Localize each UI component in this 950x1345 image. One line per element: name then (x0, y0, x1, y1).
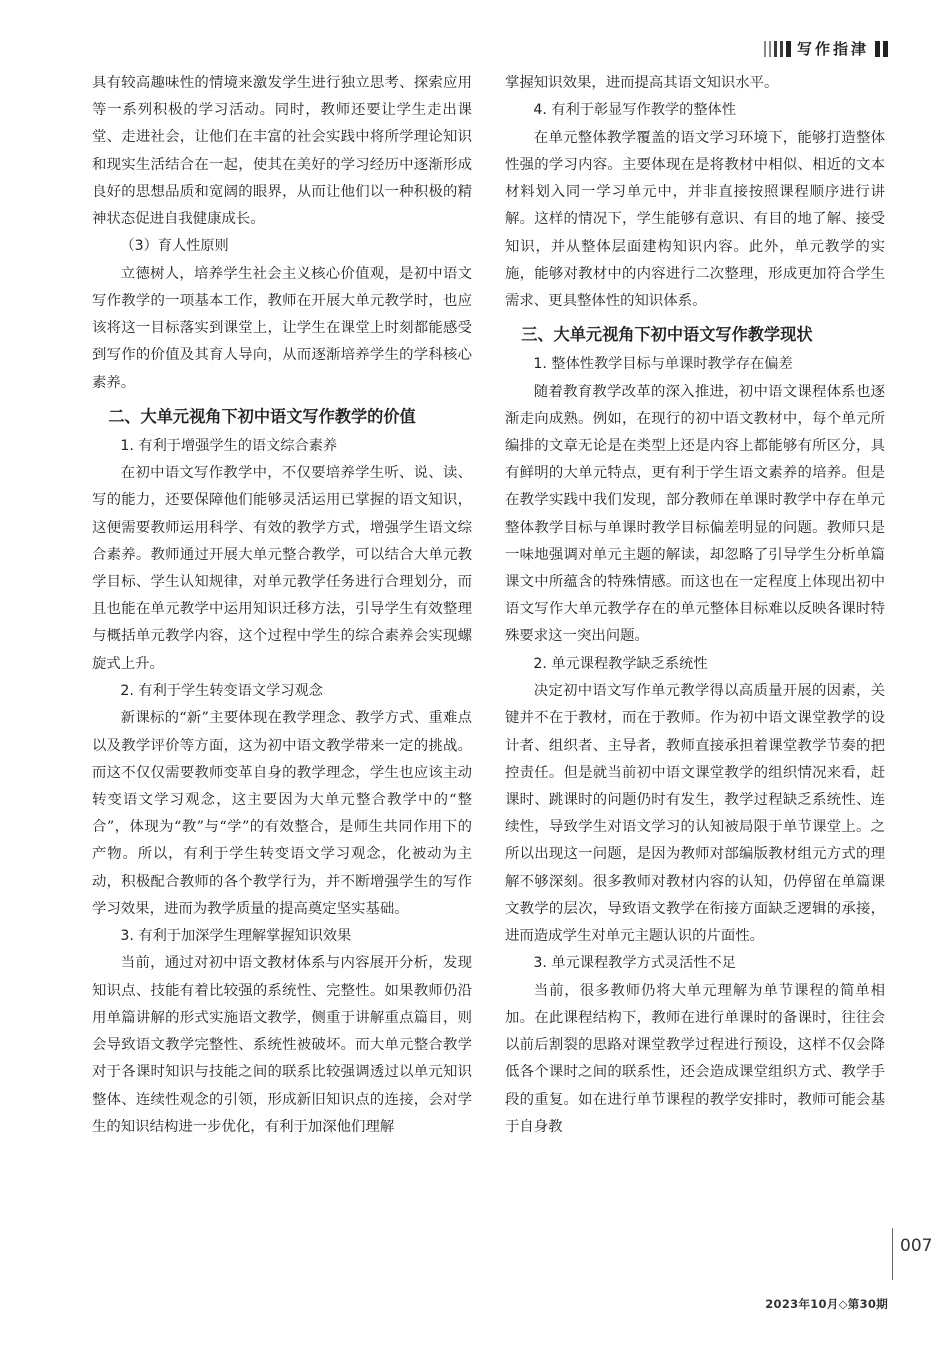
paragraph: 随着教育教学改革的深入推进，初中语文课程体系也逐渐走向成熟。例如，在现行的初中语文教材中，每个单元所编排的文章无论是在类型上还是内容上都能够有所区分，具有鲜明的大单元特点，更有利于学生语文素养的培养。但是在教学实践中我们发现，部分教师在单课时教学中存在单元整体教学目标与单课时教学目标偏差明显的问题。教师只是一味地强调对单元主题的解读，却忽略了引导学生分析单篇课文中所蕴含的特殊情感。而这也在一定程度上体现出初中语文写作大单元教学存在的单元整体目标难以反映各课时特殊要求这一突出问题。 (505, 383, 885, 645)
subheading: 2. 单元课程教学缺乏系统性 (533, 655, 708, 672)
subheading: 2. 有利于学生转变语文学习观念 (120, 682, 323, 699)
paragraph: 决定初中语文写作单元教学得以高质量开展的因素，关键并不在于教材，而在于教师。作为初中语文课堂教学的设计者、组织者、主导者，教师直接承担着课堂教学节奏的把控责任。但是就当前初中语文课堂教学的组织情况来看，赶课时、跳课时的问题仍时有发生，教学过程缺乏系统性、连续性，导致学生对语文学习的认知被局限于单节课堂上。之所以出现这一问题，是因为教师对部编版教材组元方式的理解不够深刻。很多教师对教材内容的认知，仍停留在单篇课文教学的层次，导致语文教学在衔接方面缺乏逻辑的承接，进而造成学生对单元主题认识的片面性。 (505, 683, 885, 944)
subheading: 1. 整体性教学目标与单课时教学存在偏差 (533, 356, 793, 373)
subheading: （3）育人性原则 (120, 238, 229, 255)
paragraph: 新课标的“新”主要体现在教学理念、教学方式、重难点以及教学评价等方面，这为初中语文教学带来一定的挑战。而这不仅仅需要教师变革自身的教学理念，学生也应该主动转变语文学习观念，这主要因为大单元整合教学中的“整合”，体现为“教”与“学”的有效整合，是师生共同作用下的产物。所以，有利于学生转变语文学习观念，化被动为主动，积极配合教师的各个教学行为，并不断增强学生的写作学习效果，进而为教学质量的提高奠定坚实基础。 (92, 710, 472, 917)
paragraph: 在初中语文写作教学中，不仅要培养学生听、说、读、写的能力，还要保障他们能够灵活运用已掌握的语文知识，这便需要教师运用科学、有效的教学方式，增强学生语文综合素养。教师通过开展大单元整合教学，可以结合大单元教学目标、学生认知规律，对单元教学任务进行合理划分，而且也能在单元教学中运用知识迁移方法，引导学生有效整理与概括单元教学内容，这个过程中学生的综合素养会实现螺旋式上升。 (92, 465, 472, 672)
paragraph: 当前，通过对初中语文教材体系与内容展开分析，发现知识点、技能有着比较强的系统性、完整性。如果教师仍沿用单篇讲解的形式实施语文教学，侧重于讲解重点篇目，则会导致语文教学完整性、系统性被破坏。而大单元整合教学对于各课时知识与技能之间的联系比较强调透过以单元知识整体、连续性观念的引领，形成新旧知识点的连接，会对学生的知识结构进一步优化，有利于加深他们理解 (92, 955, 472, 1135)
header-bars-icon (764, 41, 791, 57)
page-number-divider (892, 1228, 893, 1280)
paragraph: 掌握知识效果，进而提高其语文知识水平。 (505, 75, 779, 91)
section-heading: 三、大单元视角下初中语文写作教学现状 (521, 325, 813, 345)
header-title: 写作指津 (796, 40, 869, 58)
right-column (505, 70, 885, 1141)
header-bars-right-icon (875, 41, 888, 57)
left-column (92, 70, 472, 1141)
paragraph: 在单元整体教学覆盖的语文学习环境下，能够打造整体性强的学习内容。主要体现在是将教材中相似、相近的文本材料划入同一学习单元中，并非直接按照课程顺序进行讲解。这样的情况下，学生能够有意识、有目的地了解、接受知识，并从整体层面建构知识内容。此外，单元教学的实施，能够对教材中的内容进行二次整理，形成更加符合学生需求、更具整体性的知识体系。 (505, 129, 885, 309)
subheading: 3. 有利于加深学生理解掌握知识效果 (120, 927, 352, 944)
paragraph: 当前，很多教师仍将大单元理解为单节课程的简单相加。在此课程结构下，教师在进行单课时的备课时，往往会以前后割裂的思路对课堂教学过程进行预设，这样不仅会降低各个课时之间的联系性，还会造成课堂组织方式、教学手段的重复。如在进行单节课程的教学安排时，教师可能会基于自身教 (505, 982, 885, 1135)
paragraph: 立德树人，培养学生社会主义核心价值观，是初中语文写作教学的一项基本工作，教师在开展大单元教学时，也应该将这一目标落实到课堂上，让学生在课堂上时刻都能感受到写作的价值及其育人导向，从而逐渐培养学生的学科核心素养。 (92, 265, 472, 391)
running-header (764, 38, 888, 59)
subheading: 3. 单元课程教学方式灵活性不足 (533, 955, 736, 972)
section-heading: 二、大单元视角下初中语文写作教学的价值 (108, 406, 416, 426)
issue-info: 2023年10月◇第30期 (765, 1297, 888, 1311)
page-number: 007 (900, 1236, 933, 1256)
paragraph: 具有较高趣味性的情境来激发学生进行独立思考、探索应用等一系列积极的学习活动。同时，教师还要让学生走出课堂、走进社会，让他们在丰富的社会实践中将所学理论知识和现实生活结合在一起，使其在美好的学习经历中逐渐形成良好的思想品质和宽阔的眼界，从而让他们以一种积极的精神状态促进自我健康成长。 (92, 75, 472, 228)
subheading: 4. 有利于彰显写作教学的整体性 (533, 102, 736, 119)
subheading: 1. 有利于增强学生的语文综合素养 (120, 437, 338, 454)
